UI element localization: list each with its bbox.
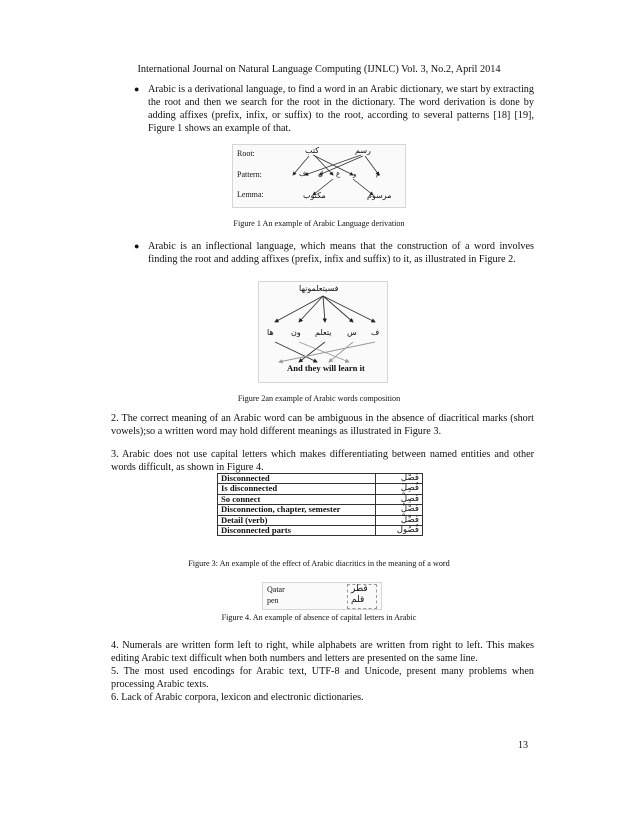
bullet-marker: ●: [134, 84, 140, 94]
table-row: [218, 484, 423, 494]
figure-2-image: [258, 281, 388, 383]
root-word-1: رسم: [355, 146, 371, 155]
lemma-word-2: مكتوب: [303, 191, 326, 200]
pattern-letter: ع: [336, 170, 341, 178]
meaning-cell: Detail (verb): [218, 515, 376, 525]
lemma-label: Lemma:: [237, 190, 264, 199]
arabic-cell: فُصِلَ: [376, 484, 423, 494]
root-word-2: كتب: [305, 146, 320, 155]
arabic-box: [347, 584, 377, 609]
meaning-cell: Disconnected: [218, 474, 376, 484]
paragraph-capital-letters: 3. Arabic does not use capital letters which makes differentiating between named entities and other words difficult, as shown in Figure 4.: [111, 449, 534, 473]
table-row: [218, 515, 423, 525]
paragraph-diacritics: 2. The correct meaning of an Arabic word can be ambiguous in the absence of diacritical marks (short vowels);so a written word may hold different meanings as illustrated in Figure 3.: [111, 413, 534, 437]
arabic-word: قلم: [351, 595, 365, 605]
journal-header: International Journal on Natural Language Computing (IJNLC) Vol. 3, No.2, April 2014: [137, 64, 501, 75]
arabic-cell: فَصِّلْ: [376, 515, 423, 525]
composition-arrow: [323, 296, 325, 322]
arabic-cell: فَصْلٌ: [376, 505, 423, 515]
composition-arrow: [299, 342, 325, 362]
figure-3-caption: Figure 3: An example of the effect of Arabic diacritics in the meaning of a word: [188, 559, 450, 568]
figure-1-image: [232, 144, 406, 208]
pattern-letter: ل: [318, 170, 324, 178]
bullet-text: Arabic is a derivational language, to find a word in an Arabic dictionary, we start by extracting the root and then we search for the root in the dictionary. The word derivation is done by adding affixes (prefix, infix, or suffix) to the root, according to several patterns [18] [19], Figure 1 shows an example of that.: [148, 84, 534, 134]
pattern-letter: م: [376, 170, 381, 178]
table-row: [218, 494, 423, 504]
bullet-inflectional: [134, 240, 534, 266]
table-row: [218, 474, 423, 484]
word-part: ها: [267, 328, 274, 337]
paragraph-encodings: 5. The most used encodings for Arabic text, UTF-8 and Unicode, present many problems when processing Arabic texts.: [111, 666, 534, 690]
paragraph-corpora: 6. Lack of Arabic corpora, lexicon and electronic dictionaries.: [111, 692, 364, 703]
arabic-cell: فَصِلْ: [376, 494, 423, 504]
pattern-label: Pattern:: [237, 170, 262, 179]
arabic-cell: فَصْل: [376, 474, 423, 484]
table-row: [218, 505, 423, 515]
word-part: يتعلم: [315, 328, 332, 337]
page-number: 13: [518, 740, 528, 751]
bullet-derivational: [134, 83, 534, 135]
derivation-arrow: [319, 156, 363, 175]
word-part: ف: [371, 328, 380, 337]
word-part: س: [347, 328, 357, 337]
bullet-text: Arabic is an inflectional language, which means that the construction of a word involves finding the root and adding affixes (prefix, infix and suffix) to it, as illustrated in Figure 2.: [148, 241, 534, 265]
meaning-cell: Is disconnected: [218, 484, 376, 494]
english-word: Qatar: [267, 585, 285, 594]
meaning-cell: Disconnection, chapter, semester: [218, 505, 376, 515]
figure-4-caption: Figure 4. An example of absence of capital letters in Arabic: [221, 613, 417, 622]
pattern-letter: ف: [299, 170, 307, 178]
english-word: pen: [267, 596, 279, 605]
composition-arrow: [275, 342, 317, 362]
bullet-marker: ●: [134, 241, 140, 251]
lemma-word-1: مرسوم: [367, 191, 392, 200]
paragraph-direction: 4. Numerals are written form left to right, while alphabets are written from right to left. This makes editing Arabic text difficult when both numbers and letters are presented on the same line.: [111, 640, 534, 664]
arabic-word: قطر: [351, 584, 368, 594]
figure-4-image: [262, 582, 382, 610]
figure-2-caption: Figure 2an example of Arabic words composition: [237, 394, 401, 403]
table-row: [218, 526, 423, 536]
meaning-cell: Disconnected parts: [218, 526, 376, 536]
composition-arrow: [275, 296, 323, 322]
figure-1-caption: Figure 1 An example of Arabic Language derivation: [233, 219, 405, 228]
root-label: Root:: [237, 149, 255, 158]
meaning-cell: So connect: [218, 494, 376, 504]
composition-arrow-light: [279, 342, 375, 362]
word-part: ون: [291, 328, 301, 337]
composition-arrow: [299, 296, 323, 322]
english-translation: And they will learn it: [287, 363, 365, 373]
pattern-letter: و: [353, 170, 357, 178]
arabic-cell: فُصُول: [376, 526, 423, 536]
figure-3-table: [217, 473, 423, 536]
composed-word: فسيتعلمونها: [299, 284, 339, 293]
